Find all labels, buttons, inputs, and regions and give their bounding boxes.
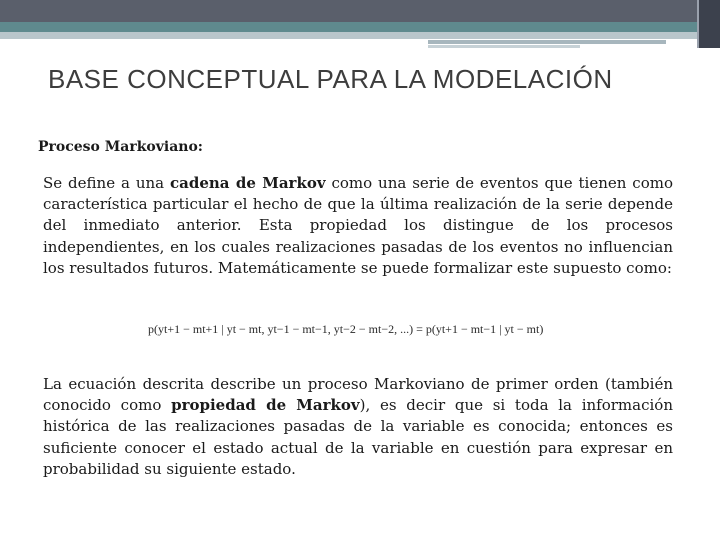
paragraph-1-text-after: como una serie de eventos que tienen como característica particular el hecho de que la última realización de la serie depende del inmediato anterior. Esta propiedad los distingue de los procesos independientes, en los cuales realizaciones pasadas de los eventos no influencian los resultados futuros. Matemáticamente se puede formalizar este supuesto como: (43, 174, 673, 277)
paragraph-definition (43, 173, 673, 279)
paragraph-1-text-before: Se define a una (43, 174, 170, 192)
paragraph-2-text-before: La ecuación descrita describe un proceso Markoviano de primer orden (también conocido como (43, 375, 673, 415)
top-decorative-bar-teal (0, 22, 697, 32)
paragraph-1-bold-term: cadena de Markov (169, 174, 326, 192)
paragraph-2-bold-term: propiedad de Markov (171, 396, 360, 415)
top-decorative-bar-light (0, 32, 697, 39)
paragraph-explanation (43, 374, 673, 480)
accent-bar-2 (428, 45, 580, 48)
paragraph-2-text-after: ), es decir que si toda la información histórica de las realizaciones pasadas de la variable es conocida; entonces es suficiente conocer el estado actual de la variable en cuestión para expresar en probabilidad su siguiente estado. (43, 396, 673, 478)
accent-bar-1 (428, 40, 666, 44)
markov-formula: p(yt+1 − mt+1 | yt − mt, yt−1 − mt−1, yt−2 − mt−2, ...) = p(yt+1 − mt−1 | yt − mt) (148, 321, 544, 336)
section-subtitle: Proceso Markoviano: (38, 139, 203, 155)
top-decorative-bar-dark (0, 0, 705, 22)
top-decorative-corner-block (697, 0, 720, 48)
slide-title: BASE CONCEPTUAL PARA LA MODELACIÓN (48, 64, 613, 94)
